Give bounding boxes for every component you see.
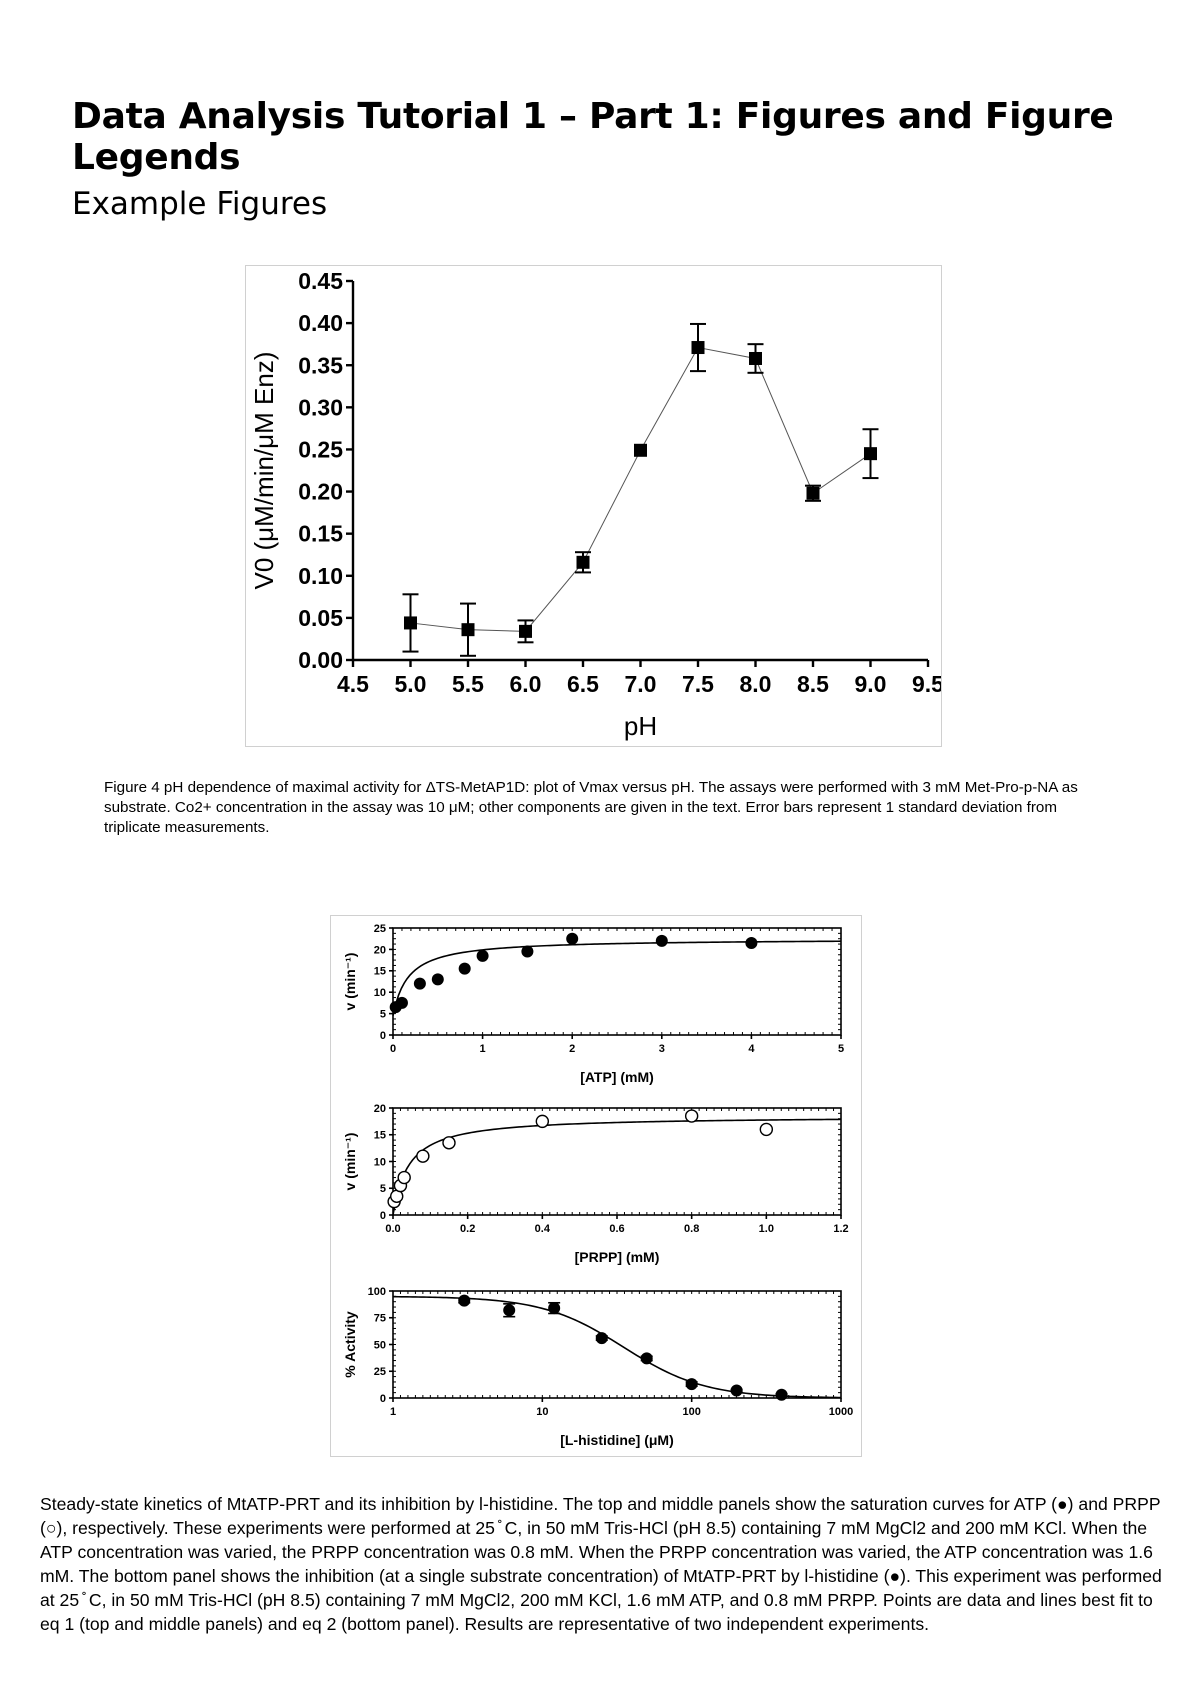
ph-ytick-label: 0.45 [298,268,343,295]
atp-ytick-label: 20 [373,944,386,957]
ph-ytick-label: 0.35 [298,352,343,379]
ph-xtick-label: 9.0 [854,671,887,697]
prpp-xtick-label: 0.0 [385,1223,401,1235]
his-data-point [503,1304,515,1316]
prpp-data-point [686,1110,698,1122]
prpp-y-axis-title: v (min⁻¹) [342,1132,358,1191]
ph-x-axis-title: pH [623,711,658,741]
atp-data-point [521,946,533,958]
his-data-point [458,1295,470,1307]
atp-data-point [459,963,471,975]
his-ytick-label: 100 [367,1285,386,1298]
prpp-fit-curve [393,1119,841,1215]
prpp-ytick-label: 20 [373,1102,386,1115]
ph-xtick-label: 4.5 [337,671,369,697]
prpp-ytick-label: 15 [373,1129,386,1142]
prpp-xtick-label: 1.2 [833,1223,849,1235]
prpp-xtick-label: 0.8 [684,1223,700,1235]
prpp-data-point [398,1172,410,1184]
atp-xtick-label: 5 [837,1043,845,1055]
prpp-plot-frame [393,1108,841,1215]
atp-ytick-label: 25 [373,922,386,935]
prpp-xtick-label: 1.0 [758,1223,774,1235]
figure4-caption: Figure 4 pH dependence of maximal activity for ΔTS-MetAP1D: plot of Vmax versus pH. The assays were performed with 3 mM Met-Pro-p-NA as substrate. Co2+ concentration in the assay was 10 μM; other components are given in the text. Error bars represent 1 standard deviation from triplicate measurements. [104,779,1078,837]
atp-ytick-label: 10 [373,987,386,1000]
prpp-data-point [417,1150,429,1162]
his-x-axis-title: [L-histidine] (μM) [560,1432,674,1448]
atp-x-axis-title: [ATP] (mM) [580,1069,654,1085]
ph-ytick-label: 0.05 [298,604,343,631]
prpp-xtick-label: 0.6 [609,1223,625,1235]
prpp-data-point [760,1123,772,1135]
atp-ytick-label: 15 [373,965,386,978]
ph-xtick-label: 7.5 [682,671,714,697]
atp-data-point [656,935,668,947]
his-ytick-label: 75 [373,1312,386,1325]
his-data-point [641,1352,653,1364]
his-xtick-label: 10 [536,1406,549,1418]
kinetics-figure [330,915,862,1457]
his-y-axis-title: % Activity [342,1311,358,1378]
atp-xtick-label: 2 [569,1043,576,1055]
ph-xtick-label: 6.0 [509,671,542,697]
prpp-x-axis-title: [PRPP] (mM) [574,1249,660,1265]
ph-chart [246,266,941,746]
atp-data-point [414,978,426,990]
his-fit-curve [393,1297,841,1398]
prpp-ytick-label: 0 [379,1209,386,1222]
ph-xtick-label: 9.5 [912,671,941,697]
page-subtitle: Example Figures [72,186,328,222]
atp-xtick-label: 4 [748,1043,755,1055]
ph-ytick-label: 0.30 [298,394,343,421]
atp-xtick-label: 3 [658,1043,665,1055]
ph-data-point [864,447,877,460]
atp-fit-curve [393,941,841,1016]
his-chart-group [342,1286,853,1448]
ph-ytick-label: 0.10 [298,562,343,589]
prpp-data-point [443,1137,455,1149]
his-ytick-label: 50 [373,1339,386,1352]
his-data-point [776,1389,788,1401]
kinetics-charts [331,916,861,1456]
ph-ytick-label: 0.15 [298,520,343,547]
his-plot-frame [393,1291,841,1398]
ph-xtick-label: 8.5 [797,671,829,697]
ph-xtick-label: 5.5 [452,671,484,697]
his-ytick-label: 0 [379,1392,386,1405]
ph-data-point [519,625,532,638]
ph-xtick-label: 7.0 [624,671,657,697]
ph-data-point [404,616,417,629]
prpp-chart-group [342,1103,849,1265]
his-ytick-label: 25 [373,1366,386,1379]
his-data-point [548,1302,560,1314]
atp-chart-group [342,923,844,1085]
atp-y-axis-title: v (min⁻¹) [342,952,358,1011]
figure5-caption: Steady-state kinetics of MtATP-PRT and its inhibition by l-histidine. The top and middle panels show the saturation curves for ATP (●) and PRPP (○), respectively. These experiments were performed at 25 ̊ C, in 50 mM Tris-HCl (pH 8.5) containing 7 mM MgCl2 and 200 mM KCl. When the ATP concentration was varied, the PRPP concentration was 0.8 mM. When the PRPP concentration was varied, the ATP concentration was 1.6 mM. The bottom panel shows the inhibition (at a single substrate concentration) of MtATP-PRT by l-histidine (●). This experiment was performed at 25 ̊ C, in 50 mM Tris-HCl (pH 8.5) containing 7 mM MgCl2, 200 mM KCl, 1.6 mM ATP, and 0.8 mM PRPP. Points are data and lines best fit to eq 1 (top and middle panels) and eq 2 (bottom panel). Results are representative of two independent experiments. [40,1493,1162,1634]
ph-ytick-label: 0.00 [298,647,343,674]
atp-data-point [745,937,757,949]
ph-ytick-label: 0.25 [298,436,343,463]
ph-data-point [462,623,475,636]
atp-xtick-label: 0 [389,1043,397,1055]
ph-data-point [807,487,820,500]
his-xtick-label: 100 [682,1406,701,1418]
ph-data-point [577,556,590,569]
prpp-data-point [536,1115,548,1127]
ph-xtick-label: 8.0 [739,671,772,697]
his-xtick-label: 1 [389,1406,397,1418]
ph-xtick-label: 5.0 [394,671,427,697]
ph-dependence-figure [245,265,942,747]
atp-xtick-label: 1 [479,1043,486,1055]
ph-data-point [634,444,647,457]
his-xtick-label: 1000 [828,1406,854,1418]
atp-ytick-label: 5 [379,1008,386,1021]
atp-data-point [396,997,408,1009]
page-title: Data Analysis Tutorial 1 – Part 1: Figures and Figure Legends [72,96,1114,178]
prpp-xtick-label: 0.2 [460,1223,476,1235]
ph-chart-group [249,268,941,741]
ph-data-point [692,341,705,354]
prpp-xtick-label: 0.4 [534,1223,550,1235]
atp-data-point [477,950,489,962]
atp-ytick-label: 0 [379,1029,386,1042]
ph-series-line [411,348,871,632]
ph-xtick-label: 6.5 [567,671,599,697]
prpp-ytick-label: 5 [379,1183,386,1196]
ph-ytick-label: 0.40 [298,310,343,337]
prpp-ytick-label: 10 [373,1156,386,1169]
his-data-point [731,1385,743,1397]
atp-data-point [432,973,444,985]
his-data-point [686,1378,698,1390]
ph-data-point [749,352,762,365]
ph-ytick-label: 0.20 [298,478,343,505]
atp-data-point [566,933,578,945]
ph-y-axis-title: V0 (μM/min/μM Enz) [249,351,279,590]
his-data-point [596,1332,608,1344]
